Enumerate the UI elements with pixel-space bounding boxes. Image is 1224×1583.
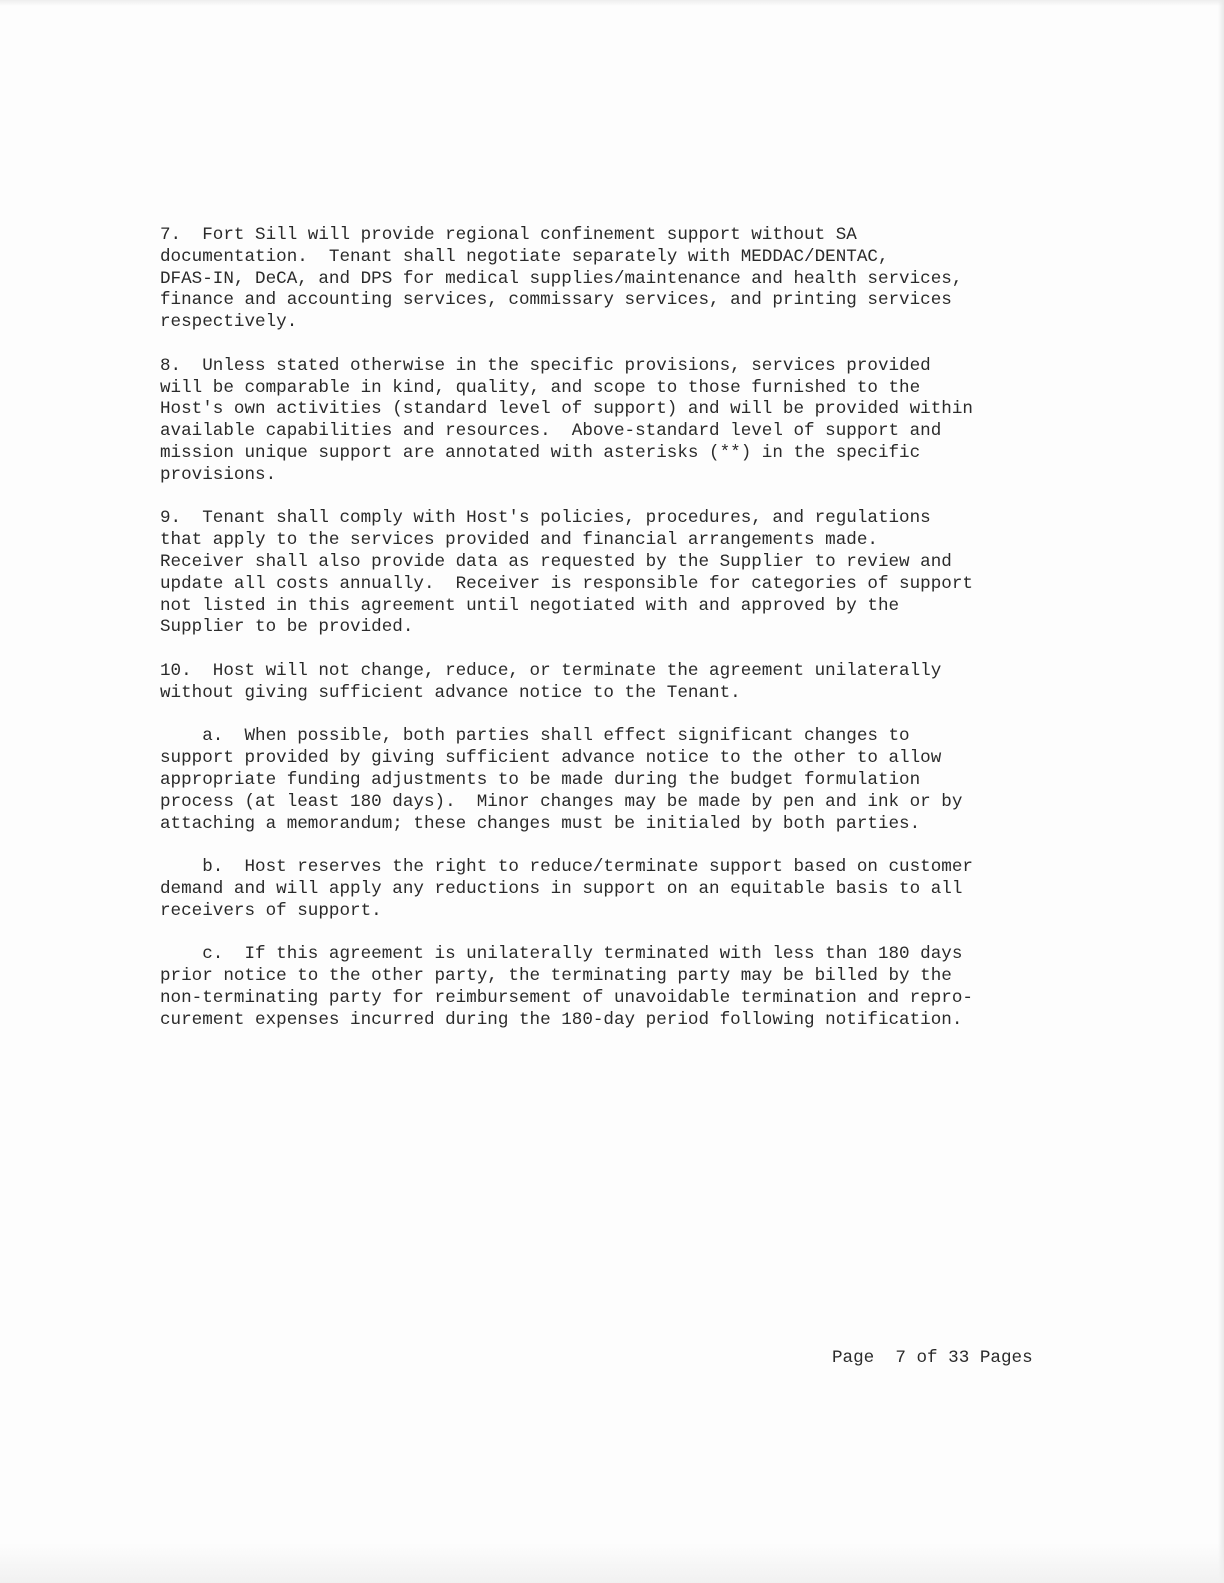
text-line: 10. Host will not change, reduce, or terminate the agreement unilaterally: [160, 660, 942, 681]
text-line: respectively.: [160, 312, 298, 333]
text-line: without giving sufficient advance notice to the Tenant.: [160, 682, 741, 703]
scan-shadow-top: [0, 0, 1224, 6]
text-line: available capabilities and resources. Above-standard level of support and: [160, 421, 942, 442]
document-body: [160, 225, 1080, 1053]
text-line: attaching a memorandum; these changes must be initialed by both parties.: [160, 813, 921, 834]
scan-shadow-bottom: [0, 1543, 1224, 1583]
text-line: not listed in this agreement until negotiated with and approved by the: [160, 595, 900, 616]
text-line: process (at least 180 days). Minor changes may be made by pen and ink or by: [160, 791, 963, 812]
text-line: documentation. Tenant shall negotiate separately with MEDDAC/DENTAC,: [160, 246, 889, 267]
paragraph-p7: [160, 225, 1080, 334]
scan-shadow-right: [1218, 0, 1224, 1583]
footer-pages-label: Pages: [979, 1348, 1033, 1368]
paragraph-p10: [160, 661, 1080, 705]
text-line: 7. Fort Sill will provide regional confinement support without SA: [160, 225, 857, 245]
text-line: receivers of support.: [160, 900, 382, 921]
text-line: demand and will apply any reductions in support on an equitable basis to all: [160, 878, 963, 899]
text-line: curement expenses incurred during the 180-day period following notification.: [160, 1009, 963, 1030]
text-line: Receiver shall also provide data as requested by the Supplier to review and: [160, 551, 952, 572]
text-line: a. When possible, both parties shall effect significant changes to: [160, 726, 910, 747]
text-line: support provided by giving sufficient advance notice to the other to allow: [160, 748, 942, 769]
text-line: mission unique support are annotated with asterisks (**) in the specific: [160, 442, 921, 463]
text-line: 8. Unless stated otherwise in the specific provisions, services provided: [160, 355, 931, 376]
paragraph-p10a: [160, 726, 1080, 835]
footer-page-number: 7: [895, 1348, 906, 1368]
text-line: non-terminating party for reimbursement of unavoidable termination and repro-: [160, 987, 973, 1008]
paragraph-p10c: [160, 944, 1080, 1031]
text-line: b. Host reserves the right to reduce/terminate support based on customer: [160, 857, 973, 878]
footer-total-pages: 33: [948, 1348, 970, 1368]
text-line: that apply to the services provided and financial arrangements made.: [160, 530, 878, 551]
text-line: DFAS-IN, DeCA, and DPS for medical supplies/maintenance and health services,: [160, 268, 963, 289]
text-line: finance and accounting services, commissary services, and printing services: [160, 290, 952, 311]
footer-of-label: of: [916, 1348, 938, 1368]
text-line: provisions.: [160, 464, 277, 485]
text-line: c. If this agreement is unilaterally terminated with less than 180 days: [160, 944, 963, 965]
paragraph-p8: [160, 356, 1080, 487]
paragraph-p10b: [160, 857, 1080, 922]
page-footer: [832, 1347, 1033, 1369]
footer-page-label: Page: [832, 1348, 875, 1368]
text-line: appropriate funding adjustments to be made during the budget formulation: [160, 769, 921, 790]
text-line: Host's own activities (standard level of support) and will be provided within: [160, 399, 973, 420]
text-line: will be comparable in kind, quality, and scope to those furnished to the: [160, 377, 921, 398]
paragraph-p9: [160, 508, 1080, 639]
text-line: 9. Tenant shall comply with Host's policies, procedures, and regulations: [160, 508, 931, 529]
text-line: update all costs annually. Receiver is responsible for categories of support: [160, 573, 973, 594]
text-line: prior notice to the other party, the terminating party may be billed by the: [160, 966, 952, 987]
text-line: Supplier to be provided.: [160, 617, 414, 638]
